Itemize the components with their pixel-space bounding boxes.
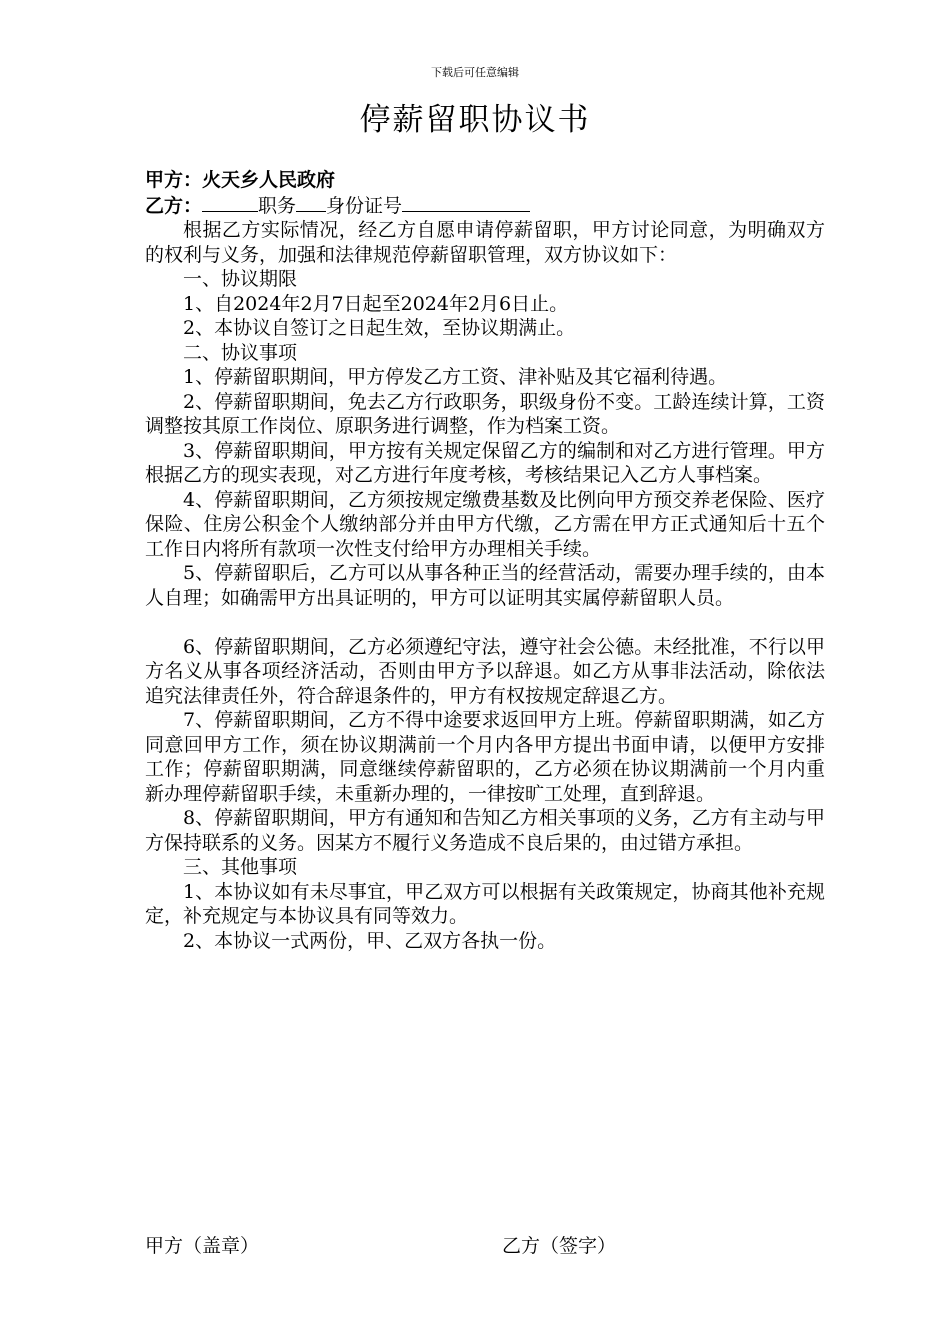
section-2-item: 6、停薪留职期间，乙方必须遵纪守法，遵守社会公德。未经批准，不行以甲方名义从事各项经济活动，否则由甲方予以辞退。如乙方从事非法活动，除依法追究法律责任外，符合辞退条件的，甲方有权按规定辞退乙方。: [145, 635, 825, 707]
header-note: 下载后可任意编辑: [431, 66, 519, 79]
party-b-post-label: 职务: [258, 194, 297, 217]
party-b-line: [145, 193, 825, 219]
section-1-item: 2、本协议自签订之日起生效，至协议期满止。: [183, 317, 576, 339]
party-b-signature: 乙方（签字）: [502, 1235, 617, 1257]
section-3-heading: 三、其他事项: [183, 856, 298, 878]
party-a-line: [145, 168, 825, 193]
document-body: [145, 168, 825, 953]
document-title: 停薪留职协议书: [359, 102, 591, 138]
section-2-item: 5、停薪留职后，乙方可以从事各种正当的经营活动，需要办理手续的，由本人自理；如确需甲方出具证明的，甲方可以证明其实属停薪留职人员。: [145, 562, 825, 609]
party-b-id-blank: [402, 193, 530, 212]
section-3-item: 1、本协议如有未尽事宜，甲乙双方可以根据有关政策规定，协商其他补充规定，补充规定与本协议具有同等效力。: [145, 880, 825, 927]
party-b-name-blank: [202, 193, 258, 212]
section-2-item: 4、停薪留职期间，乙方须按规定缴费基数及比例向甲方预交养老保险、医疗保险、住房公积金个人缴纳部分并由甲方代缴，乙方需在甲方正式通知后十五个工作日内将所有款项一次性支付给甲方办理相关手续。: [145, 488, 825, 560]
intro-paragraph: 根据乙方实际情况，经乙方自愿申请停薪留职，甲方讨论同意，为明确双方的权利与义务，加强和法律规范停薪留职管理，双方协议如下：: [145, 219, 825, 266]
party-b-id-label: 身份证号: [326, 194, 403, 217]
section-2-item: 8、停薪留职期间，甲方有通知和告知乙方相关事项的义务，乙方有主动与甲方保持联系的义务。因某方不履行义务造成不良后果的，由过错方承担。: [145, 807, 825, 854]
party-a-name: 火天乡人民政府: [202, 169, 336, 191]
section-1-heading: 一、协议期限: [183, 268, 298, 290]
paragraph-spacer: [145, 610, 825, 635]
party-a-label: 甲方：: [145, 169, 203, 191]
section-1-item: 1、自2024年2月7日起至2024年2月6日止。: [183, 292, 569, 315]
section-3-item: 2、本协议一式两份，甲、乙双方各执一份。: [183, 929, 557, 952]
party-b-label: 乙方：: [145, 194, 203, 217]
party-a-signature: 甲方（盖章）: [145, 1235, 260, 1257]
section-2-heading: 二、协议事项: [183, 341, 298, 364]
section-2-item: 3、停薪留职期间，甲方按有关规定保留乙方的编制和对乙方进行管理。甲方根据乙方的现实表现，对乙方进行年度考核，考核结果记入乙方人事档案。: [145, 439, 825, 486]
party-b-post-blank: [296, 193, 326, 212]
section-2-item: 2、停薪留职期间，免去乙方行政职务，职级身份不变。工龄连续计算，工资调整按其原工作岗位、原职务进行调整，作为档案工资。: [145, 390, 825, 437]
section-2-item: 7、停薪留职期间，乙方不得中途要求返回甲方上班。停薪留职期满，如乙方同意回甲方工作，须在协议期满前一个月内各甲方提出书面申请，以便甲方安排工作；停薪留职期满，同意继续停薪留职的，乙方必须在协议期满前一个月内重新办理停薪留职手续，未重新办理的，一律按旷工处理，直到辞退。: [145, 709, 825, 805]
section-2-item: 1、停薪留职期间，甲方停发乙方工资、津补贴及其它福利待遇。: [183, 366, 728, 388]
